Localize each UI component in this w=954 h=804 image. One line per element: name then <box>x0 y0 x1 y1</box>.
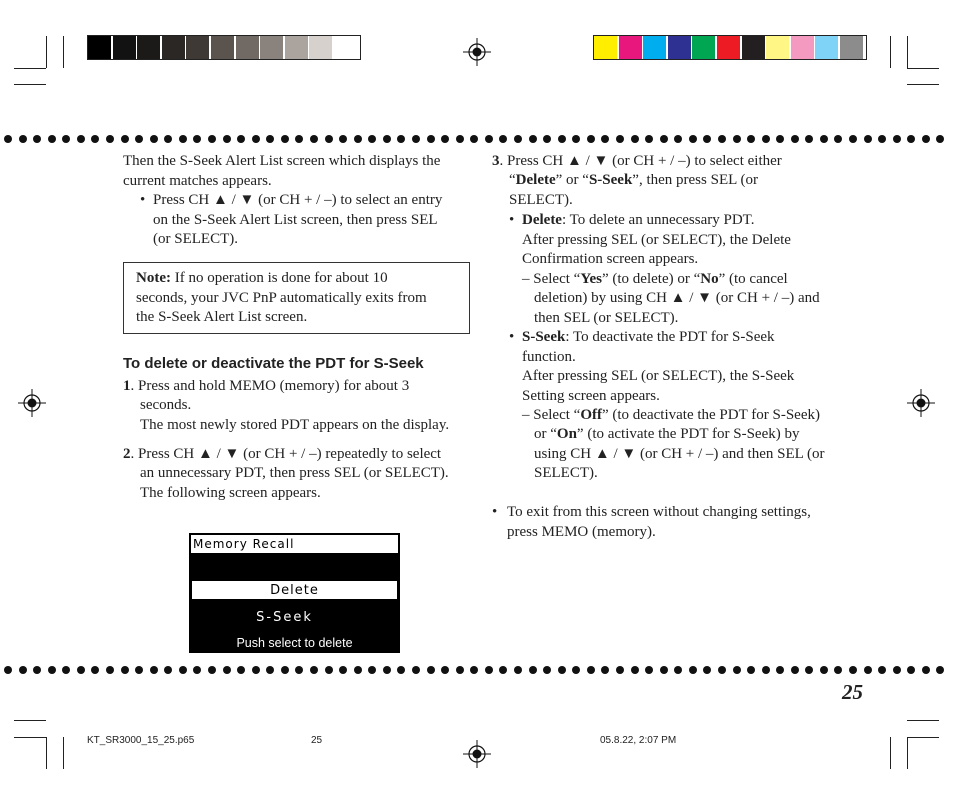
crop-mark <box>907 36 908 68</box>
rule-dot <box>62 135 70 143</box>
rule-dot <box>121 135 129 143</box>
rule-dot <box>893 666 901 674</box>
rule-dot <box>631 666 639 674</box>
color-swatch <box>186 36 209 59</box>
rule-dot <box>893 135 901 143</box>
footer-filename: KT_SR3000_15_25.p65 <box>87 735 195 746</box>
rule-dot <box>295 666 303 674</box>
rule-dot <box>849 135 857 143</box>
rule-dot <box>616 666 624 674</box>
rule-dot <box>718 666 726 674</box>
rule-dot <box>208 135 216 143</box>
rule-dot <box>91 135 99 143</box>
step-2: 2. Press CH ▲ / ▼ (or CH + / –) repeatedly to select <box>123 446 442 462</box>
rule-dot <box>529 666 537 674</box>
registration-mark-icon <box>18 389 46 417</box>
rule-dot <box>179 135 187 143</box>
crop-mark <box>14 720 46 721</box>
rule-dot <box>485 666 493 674</box>
rule-dot <box>543 135 551 143</box>
rule-dot <box>164 666 172 674</box>
page-number: 25 <box>842 680 863 704</box>
rule-dot <box>864 666 872 674</box>
sseek-description: S-Seek: To deactivate the PDT for S-Seek function. After pressing SEL (or SELECT), the S-Seek Setting screen appears. – Select “Off” (to deactivate the PDT for S-Seek) <box>522 329 820 423</box>
color-swatch <box>285 36 308 59</box>
color-swatch <box>717 36 740 59</box>
rule-dot <box>77 135 85 143</box>
rule-dot <box>689 666 697 674</box>
registration-mark-icon <box>907 389 935 417</box>
delete-select-cont: deletion) by using CH ▲ / ▼ (or CH + / –) and then SEL (or SELECT). <box>534 290 820 326</box>
rule-dot <box>48 666 56 674</box>
step-3: 3. Press CH ▲ / ▼ (or CH + / –) to select either <box>492 153 782 169</box>
rule-dot <box>193 135 201 143</box>
rule-dot <box>805 666 813 674</box>
rule-dot <box>208 666 216 674</box>
rule-dot <box>252 135 260 143</box>
rule-dot <box>922 666 930 674</box>
crop-mark <box>14 68 46 69</box>
rule-dot <box>572 135 580 143</box>
rule-dot <box>106 135 114 143</box>
rule-dot <box>820 135 828 143</box>
rule-dot <box>281 135 289 143</box>
rule-dot <box>762 666 770 674</box>
rule-dot <box>33 666 41 674</box>
color-swatch <box>211 36 234 59</box>
rule-dot <box>441 135 449 143</box>
delete-description: Delete: To delete an unnecessary PDT. After pressing SEL (or SELECT), the Delete Confirmation screen appears. – Select “Yes” (to delete) or “No” (to cancel <box>522 212 791 287</box>
screen-hint: Push select to delete <box>236 636 353 650</box>
rule-dot <box>427 135 435 143</box>
rule-dot <box>383 666 391 674</box>
bullet-marker: • <box>509 329 515 345</box>
rule-dot <box>747 135 755 143</box>
rule-dot <box>747 666 755 674</box>
crop-mark <box>890 36 891 68</box>
note-text: Note: If no operation is done for about 10 seconds, your JVC PnP automatically exits from the S-Seek Alert List screen. <box>136 270 427 325</box>
rule-dot <box>834 666 842 674</box>
rule-dot <box>135 666 143 674</box>
rule-dot <box>631 135 639 143</box>
step-2-cont: an unnecessary PDT, then press SEL (or SELECT). The following screen appears. <box>140 465 449 501</box>
crop-mark <box>14 737 46 738</box>
bullet-marker: • <box>140 192 146 208</box>
rule-dot <box>514 135 522 143</box>
rule-dot <box>470 135 478 143</box>
rule-dot <box>441 666 449 674</box>
rule-dot <box>266 135 274 143</box>
rule-dot <box>601 666 609 674</box>
rule-dot <box>660 135 668 143</box>
rule-dot <box>456 135 464 143</box>
screen-title: Memory Recall <box>191 535 398 553</box>
footer-date: 05.8.22, 2:07 PM <box>600 735 677 746</box>
rule-dot <box>776 135 784 143</box>
crop-mark <box>907 720 939 721</box>
dotted-rule-bottom <box>0 665 954 675</box>
rule-dot <box>19 666 27 674</box>
rule-dot <box>776 666 784 674</box>
color-swatch <box>594 36 617 59</box>
rule-dot <box>48 135 56 143</box>
rule-dot <box>936 135 944 143</box>
rule-dot <box>310 135 318 143</box>
rule-dot <box>762 135 770 143</box>
rule-dot <box>33 135 41 143</box>
crop-mark <box>46 36 47 68</box>
bullet-marker: • <box>492 504 498 520</box>
rule-dot <box>834 135 842 143</box>
rule-dot <box>325 135 333 143</box>
rule-dot <box>645 666 653 674</box>
rule-dot <box>718 135 726 143</box>
rule-dot <box>805 135 813 143</box>
rule-dot <box>339 666 347 674</box>
step-1: 1. Press and hold MEMO (memory) for about 3 <box>123 378 410 394</box>
bullet-text: Press CH ▲ / ▼ (or CH + / –) to select an entry on the S-Seek Alert List screen, then press SEL (or SELECT). <box>153 192 443 247</box>
rule-dot <box>4 666 12 674</box>
rule-dot <box>237 135 245 143</box>
color-swatch <box>668 36 691 59</box>
sseek-select-cont: or “On” (to activate the PDT for S-Seek) by using CH ▲ / ▼ (or CH + / –) and then SEL (or SELECT). <box>534 426 825 481</box>
color-swatch <box>334 36 357 59</box>
rule-dot <box>281 666 289 674</box>
color-swatch <box>113 36 136 59</box>
crop-mark <box>63 737 64 769</box>
exit-text: To exit from this screen without changing settings, press MEMO (memory). <box>507 504 811 540</box>
dotted-rule-top <box>0 134 954 144</box>
rule-dot <box>368 666 376 674</box>
crop-mark <box>63 36 64 68</box>
rule-dot <box>397 135 405 143</box>
rule-dot <box>412 666 420 674</box>
rule-dot <box>558 135 566 143</box>
rule-dot <box>150 666 158 674</box>
rule-dot <box>427 666 435 674</box>
rule-dot <box>689 135 697 143</box>
rule-dot <box>791 666 799 674</box>
rule-dot <box>485 135 493 143</box>
rule-dot <box>193 666 201 674</box>
color-swatch <box>692 36 715 59</box>
rule-dot <box>499 135 507 143</box>
registration-mark-icon <box>463 38 491 66</box>
crop-mark <box>907 84 939 85</box>
rule-dot <box>456 666 464 674</box>
s-seek-option[interactable]: S-Seek <box>256 610 313 625</box>
rule-dot <box>791 135 799 143</box>
rule-dot <box>703 135 711 143</box>
rule-dot <box>237 666 245 674</box>
color-swatch <box>815 36 838 59</box>
rule-dot <box>587 666 595 674</box>
rule-dot <box>383 135 391 143</box>
rule-dot <box>820 666 828 674</box>
section-heading: To delete or deactivate the PDT for S-Seek <box>123 355 424 372</box>
rule-dot <box>121 666 129 674</box>
color-swatch <box>236 36 259 59</box>
crop-mark <box>907 737 908 769</box>
rule-dot <box>223 666 231 674</box>
rule-dot <box>878 135 886 143</box>
rule-dot <box>223 135 231 143</box>
rule-dot <box>703 666 711 674</box>
crop-mark <box>14 84 46 85</box>
rule-dot <box>470 666 478 674</box>
rule-dot <box>674 666 682 674</box>
bullet-marker: • <box>509 212 515 228</box>
rule-dot <box>674 135 682 143</box>
rule-dot <box>849 666 857 674</box>
step-3-cont: “Delete” or “S-Seek”, then press SEL (or SELECT). <box>509 172 758 208</box>
crop-mark <box>890 737 891 769</box>
rule-dot <box>19 135 27 143</box>
rule-dot <box>587 135 595 143</box>
crop-mark <box>46 737 47 769</box>
rule-dot <box>62 666 70 674</box>
rule-dot <box>339 135 347 143</box>
color-swatch <box>791 36 814 59</box>
delete-option[interactable]: Delete <box>191 580 398 600</box>
rule-dot <box>164 135 172 143</box>
rule-dot <box>558 666 566 674</box>
rule-dot <box>922 135 930 143</box>
color-swatch <box>840 36 863 59</box>
color-swatch <box>643 36 666 59</box>
rule-dot <box>310 666 318 674</box>
rule-dot <box>179 666 187 674</box>
rule-dot <box>106 666 114 674</box>
color-swatch <box>88 36 111 59</box>
rule-dot <box>252 666 260 674</box>
color-swatch <box>260 36 283 59</box>
rule-dot <box>543 666 551 674</box>
registration-mark-icon <box>463 740 491 768</box>
color-swatch <box>766 36 789 59</box>
memory-recall-screen <box>189 533 400 653</box>
rule-dot <box>878 666 886 674</box>
rule-dot <box>354 666 362 674</box>
color-swatch <box>619 36 642 59</box>
rule-dot <box>499 666 507 674</box>
rule-dot <box>397 666 405 674</box>
rule-dot <box>907 666 915 674</box>
rule-dot <box>864 135 872 143</box>
step-1-cont: seconds. The most newly stored PDT appears on the display. <box>140 397 450 433</box>
rule-dot <box>354 135 362 143</box>
rule-dot <box>907 135 915 143</box>
rule-dot <box>295 135 303 143</box>
rule-dot <box>936 666 944 674</box>
rule-dot <box>529 135 537 143</box>
rule-dot <box>616 135 624 143</box>
rule-dot <box>266 666 274 674</box>
intro-text: Then the S-Seek Alert List screen which displays the current matches appears. <box>123 153 441 189</box>
color-swatch <box>742 36 765 59</box>
rule-dot <box>325 666 333 674</box>
crop-mark <box>907 737 939 738</box>
rule-dot <box>514 666 522 674</box>
rule-dot <box>733 135 741 143</box>
crop-mark <box>907 68 939 69</box>
rule-dot <box>135 135 143 143</box>
color-swatch <box>137 36 160 59</box>
note-label: Note: <box>136 270 171 286</box>
rule-dot <box>368 135 376 143</box>
rule-dot <box>733 666 741 674</box>
rule-dot <box>572 666 580 674</box>
footer-page: 25 <box>311 735 323 746</box>
rule-dot <box>150 135 158 143</box>
rule-dot <box>645 135 653 143</box>
rule-dot <box>412 135 420 143</box>
rule-dot <box>77 666 85 674</box>
color-swatch <box>309 36 332 59</box>
rule-dot <box>601 135 609 143</box>
rule-dot <box>660 666 668 674</box>
rule-dot <box>91 666 99 674</box>
color-swatch <box>162 36 185 59</box>
rule-dot <box>4 135 12 143</box>
